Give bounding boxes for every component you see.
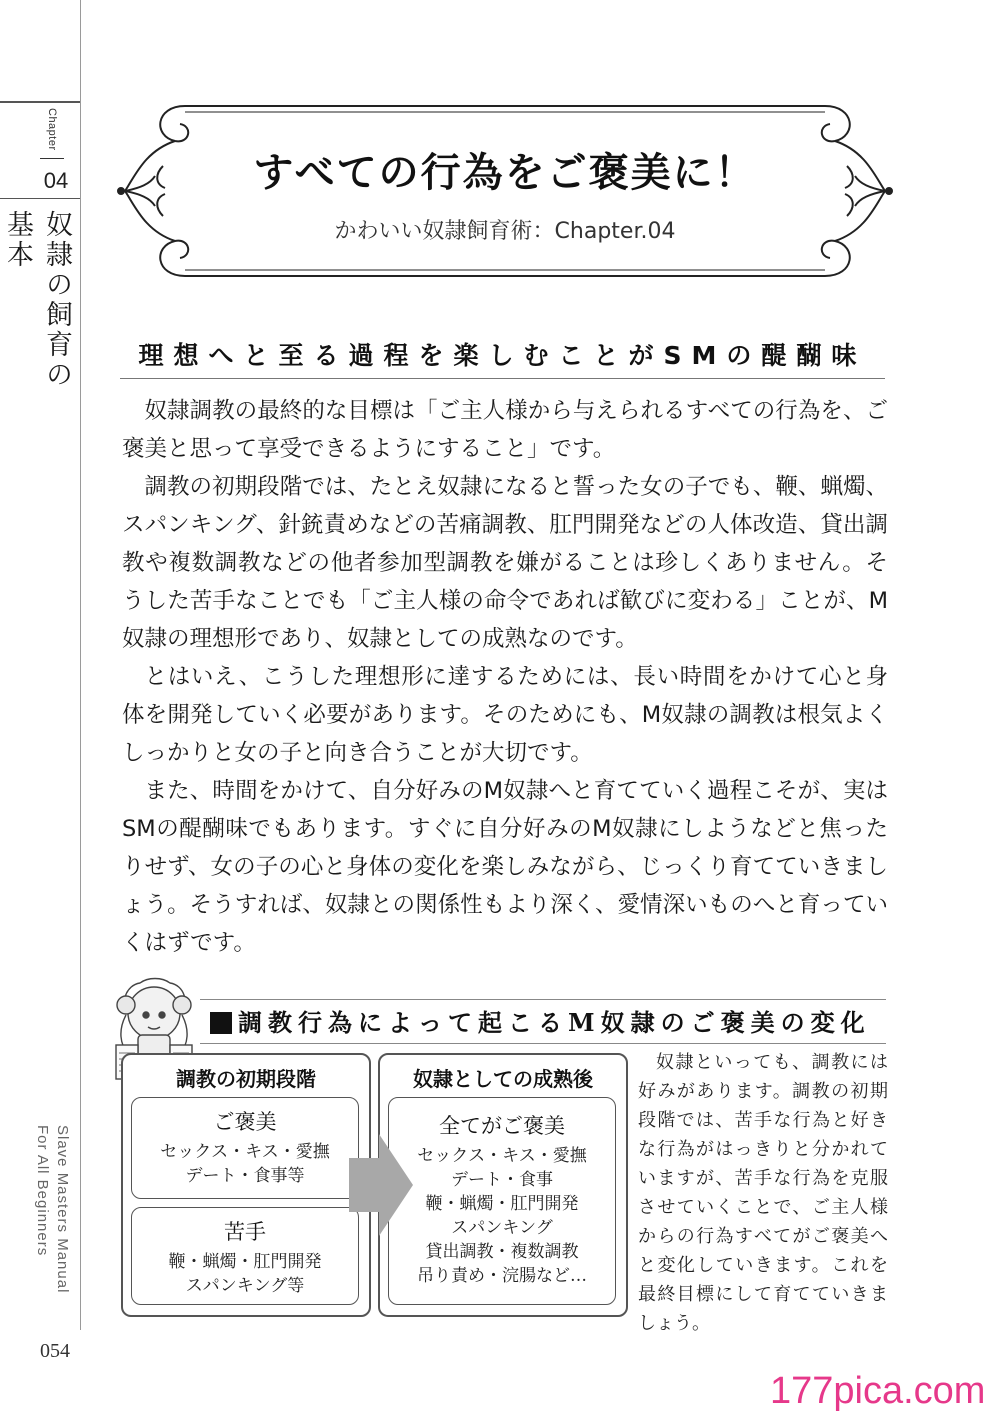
early-stage-column [121, 1053, 371, 1317]
page-title: すべての行為をご褒美に！ [253, 150, 757, 196]
page-number: 054 [40, 1340, 70, 1362]
mature-stage-heading: 奴隷としての成熟後 [413, 1067, 593, 1091]
right-arrow-icon [345, 1130, 415, 1240]
body-paragraph: また、時間をかけて、自分好みのM奴隷へと育てていく過程こそが、実はSMの醍醐味でもあります。すぐに自分好みのM奴隷にしようなどと焦ったりせず、女の子の心と身体の変化を楽しみながら、じっくり育てていきましょう。そうすれば、奴隷との関係性もより深く、愛情深いものへと育っていくはずです。 [122, 778, 888, 956]
mature-reward-line: スパンキング [451, 1218, 553, 1238]
watermark: 177pica.com [770, 1370, 986, 1412]
early-reward-line: セックス・キス・愛撫 [160, 1142, 330, 1162]
square-bullet-icon [210, 1012, 232, 1034]
box-title-bottom-rule [200, 1043, 886, 1044]
early-dislike-box [131, 1207, 359, 1305]
margin-rule [80, 0, 81, 1330]
early-reward-line: デート・食事等 [185, 1166, 305, 1186]
box-title [210, 1003, 871, 1038]
chapter-separator [40, 158, 64, 159]
mature-reward-line: 吊り責め・浣腸など… [417, 1266, 587, 1286]
series-title-vertical [28, 1125, 72, 1325]
box-title-top-rule [200, 999, 886, 1000]
mature-reward-line: セックス・キス・愛撫 [417, 1146, 587, 1166]
early-stage-heading: 調教の初期段階 [176, 1067, 316, 1091]
section-heading: 理想へと至る過程を楽しむことがSMの醍醐味 [138, 341, 867, 370]
mature-reward-title: 全てがご褒美 [439, 1114, 565, 1138]
body-paragraph: 奴隷調教の最終的な目標は「ご主人様から与えられるすべての行為を、ご褒美と思って享受できるようにすること」です。 [122, 398, 888, 462]
early-dislike-line: スパンキング等 [185, 1276, 305, 1296]
margin-top-rule [0, 101, 80, 103]
series-title-line1: Slave Masters Manual [54, 1125, 71, 1294]
early-reward-box [131, 1097, 359, 1199]
early-dislike-title: 苦手 [224, 1220, 266, 1244]
page-subtitle: かわいい奴隷飼育術：Chapter.04 [334, 219, 676, 244]
mature-stage-column [378, 1053, 628, 1317]
box-title-text: 調教行為によって起こるM奴隷のご褒美の変化 [238, 1008, 871, 1037]
body-text [122, 392, 888, 962]
margin-chapter-rule [0, 198, 80, 199]
chapter-label: Chapter [46, 108, 58, 151]
early-dislike-line: 鞭・蝋燭・肛門開発 [168, 1252, 322, 1272]
body-paragraph: 調教の初期段階では、たとえ奴隷になると誓った女の子でも、鞭、蝋燭、スパンキング、針銃責めなどの苦痛調教、肛門開発などの人体改造、貸出調教や複数調教などの他者参加型調教を嫌がることは珍しくありません。そうした苦手なことでも「ご主人様の命令であれば歓びに変わる」ことが、M奴隷の理想形であり、奴隷としての成熟なのです。 [122, 474, 888, 652]
title-frame [115, 96, 895, 286]
chapter-number: 04 [43, 168, 69, 193]
series-title-line2: For All Beginners [34, 1125, 51, 1257]
mature-reward-line: デート・食事 [451, 1170, 553, 1190]
chapter-title-vertical: 奴隷の飼育の基本 [2, 210, 72, 390]
body-paragraph: とはいえ、こうした理想形に達するためには、長い時間をかけて心と身体を開発していく必要があります。そのためにも、M奴隷の調教は根気よくしっかりと女の子と向き合うことが大切です。 [122, 664, 888, 766]
mature-reward-line: 鞭・蝋燭・肛門開発 [425, 1194, 579, 1214]
mature-reward-box [388, 1097, 616, 1305]
mature-reward-line: 貸出調教・複数調教 [425, 1242, 579, 1262]
section-rule [120, 378, 885, 379]
side-note: 奴隷といっても、調教には好みがあります。調教の初期段階では、苦手な行為と好きな行為がはっきりと分かれていますが、苦手な行為を克服させていくことで、ご主人様からの行為すべてがご褒美へと変化していきます。これを最終目標にして育てていきましょう。 [638, 1052, 888, 1334]
early-reward-title: ご褒美 [213, 1110, 277, 1134]
